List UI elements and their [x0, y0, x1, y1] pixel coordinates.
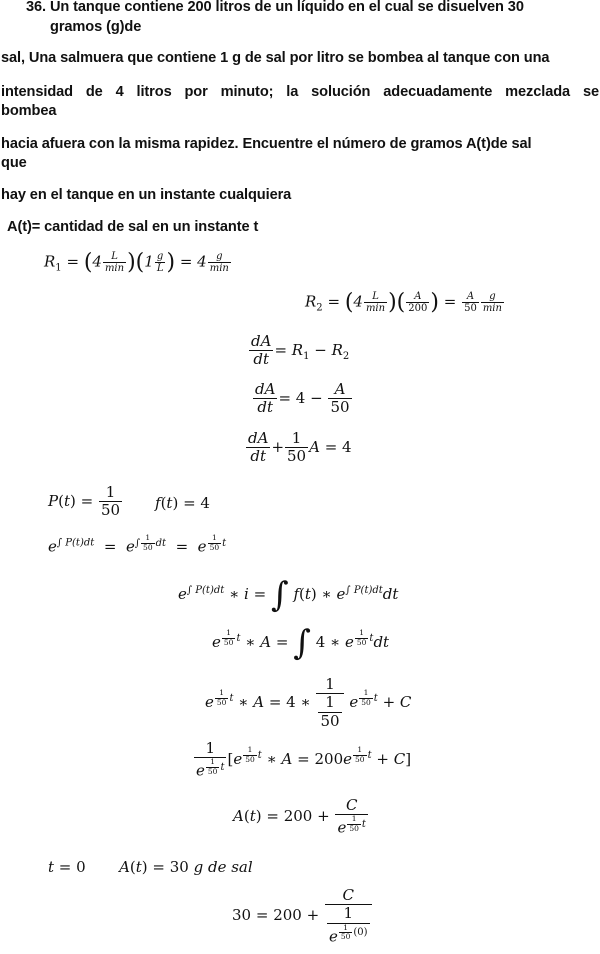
- equation-rate-substituted: $\frac{dA}{dt}$ = 4 − $\frac{A}{50}$: [255, 380, 350, 417]
- equation-r2: $R_2 = (4$ $\frac{L}{\min}$ )( $\frac{A}{200}$ ) = $\frac{A}{50}$ $\frac{g}{\min}$: [305, 290, 502, 315]
- equation-integrated: e $^{\frac{1}{50} t}$ ∗ A = 4 ∗ $\frac{1}{\frac{1}{50}}$ e $^{\frac{1}{50} t}$ + C: [205, 675, 412, 730]
- equation-f-of-t: f(t) = 4: [155, 494, 210, 512]
- initial-condition: t = 0 A(t) = 30 g de sal: [48, 858, 253, 876]
- equation-p-of-t: P(t) = $\frac{1}{50}$: [48, 483, 121, 520]
- problem-line-7: que: [1, 155, 27, 171]
- problem-line-2: gramos (g)de: [50, 19, 142, 35]
- problem-line-8: hay en el tanque en un instante cualquiera: [1, 187, 292, 203]
- problem-line-1: 36. Un tanque contiene 200 litros de un líquido en el cual se disuelven 30: [26, 0, 524, 15]
- equation-r1: $R_1 = (4$ $\frac{L}{\min}$ )(1 $\frac{g}{L}$ ) = 4 $\frac{g}{\min}$: [44, 250, 229, 275]
- equation-divide-both-sides: 1 e $^{\frac{1}{50} t}$ [e $^{\frac{1}{50} t}$ ∗ A = 200e $^{\frac{1}{50} t}$ + C]: [196, 739, 412, 780]
- problem-line-5: bombea: [1, 103, 57, 119]
- problem-line-6: hacia afuera con la misma rapidez. Encuentre el número de gramos A(t)de sal: [1, 136, 532, 152]
- equation-linear-form: $\frac{dA}{dt}$ + $\frac{1}{50}$ A = 4: [248, 429, 352, 466]
- problem-line-3: sal, Una salmuera que contiene 1 g de sal por litro se bombea al tanque con una: [1, 50, 550, 66]
- problem-line-4: intensidad de 4 litros por minuto; la solución adecuadamente mezclada se: [1, 84, 599, 100]
- equation-solution: A(t) = 200 + C e $^{\frac{1}{50} t}$: [233, 796, 366, 837]
- equation-general-solution-formula: $e^{\int P(t)dt}$ ∗ i = ∫ f(t) ∗ $e^{\int P(t)dt}dt$: [178, 575, 399, 615]
- equation-integral-setup: e $^{\frac{1}{50} t}$ ∗ A = ∫ 4 ∗ e $^{\frac{1}{50} t}$dt: [212, 623, 390, 663]
- equation-apply-initial-condition: 30 = 200 + C 1 e $^{\frac{1}{50} (0)}$: [232, 887, 373, 945]
- equation-rate: $\frac{dA}{dt}$ = $R_1 - R_2$: [251, 332, 350, 369]
- equation-integrating-factor: $e^{\int P(t)dt} = e^{\int \frac{1}{50} dt} = e$ $^{\frac{1}{50} t}$: [48, 533, 227, 556]
- definition-line: A(t)= cantidad de sal en un instante t: [7, 219, 259, 235]
